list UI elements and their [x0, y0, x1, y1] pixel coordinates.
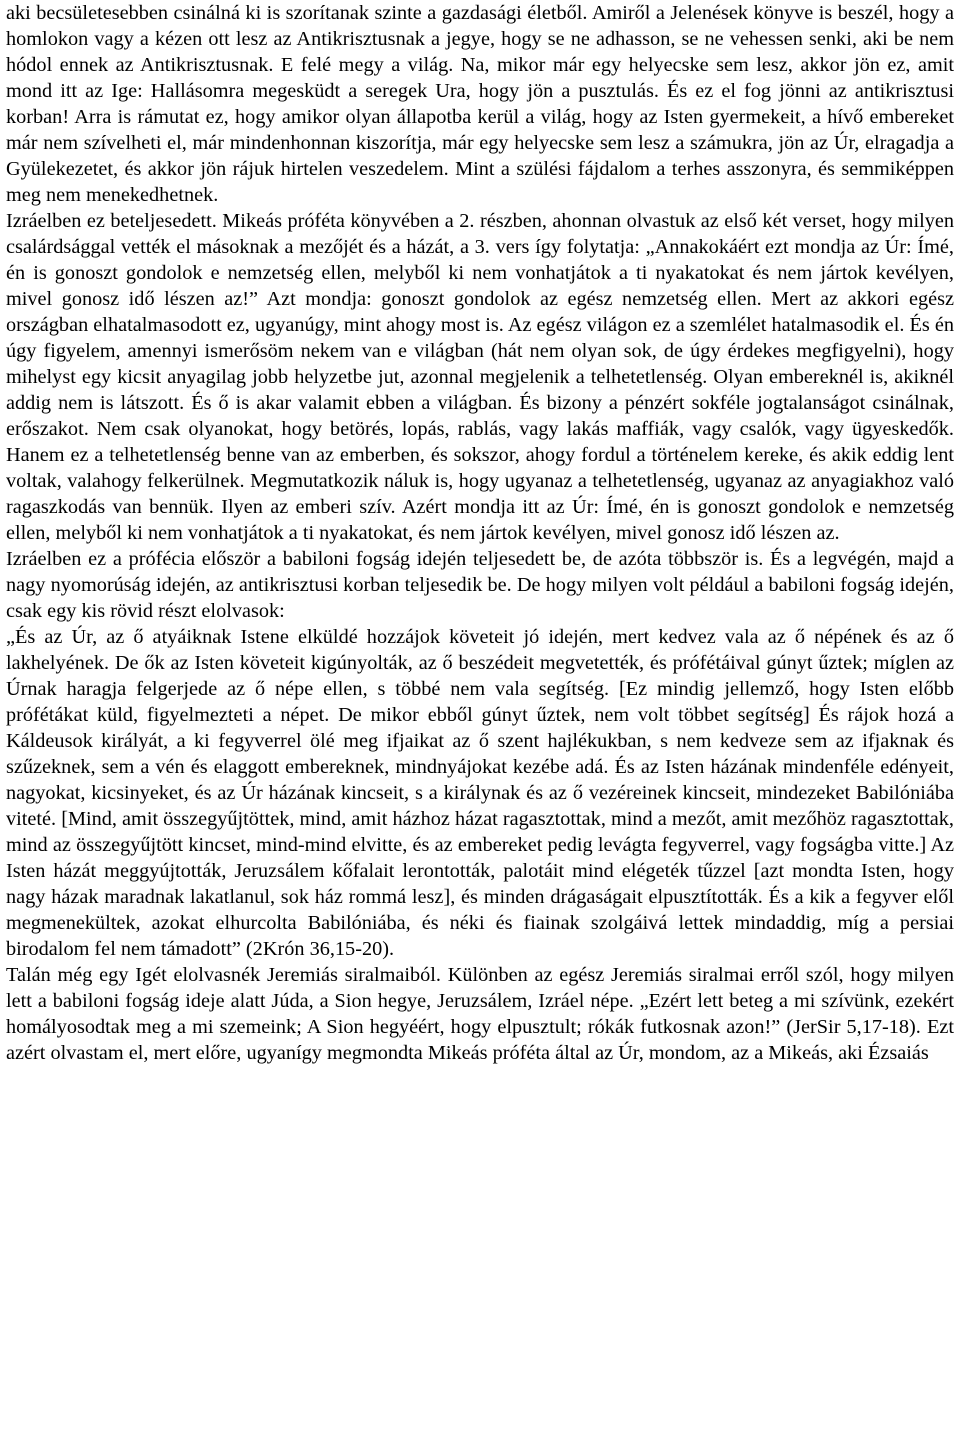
document-page — [6, 0, 954, 1448]
paragraph-chronicles-quote: „És az Úr, az ő atyáiknak Istene elküldé hozzájok követeit jó idején, mert kedvez vala az ő népének és az ő lakhelyének. De ők az Isten követeit kigúnyolták, az ő beszédeit megvetették, és prófétáival gúnyt űztek; míglen az Úrnak haragja felgerjede az ő népe ellen, s többé nem vala segítség. [Ez mindig jellemző, hogy Isten előbb prófétákat küld, figyelmezteti a népet. De mikor ebből gúnyt űztek, nem volt többet segítség] És rájok hozá a Káldeusok királyát, a ki fegyverrel ölé meg ifjaikat az ő szent hajlékukban, s nem kedveze sem az ifjaknak és szűzeknek, sem a vén és elaggott embereknek, mindnyájokat kezébe adá. És az Isten házának mindenféle edényeit, nagyokat, kicsinyeket, és az Úr házának kincseit, s a királynak és az ő vezéreinek kincseit, mindezeket Babilóniába viteté. [Mind, amit összegyűjtöttek, mind, amit házhoz házat ragasztottak, mind a mezőt, amit mezőhöz ragasztottak, mind az összegyűjtött kincset, mind-mind elvitte, és az embereket pedig levágta fegyverrel, vagy fogságba vitte.] Az Isten házát meggyújtották, Jeruzsálem kőfalait lerontották, palotáit mind elégeték tűzzel [azt mondta Isten, hogy nagy házak maradnak lakatlanul, sok ház rommá lesz], és minden drágaságait elpusztították. És a kik a fegyver elől megmenekültek, azokat elhurcolta Babilóniába, és néki és fiainak szolgáivá lettek mindaddig, míg a persiai birodalom fel nem támadott” (2Krón 36,15-20). — [6, 626, 954, 960]
paragraph-antichrist-era: aki becsületesebben csinálná ki is szorítanak szinte a gazdasági életből. Amiről a Jelenések könyve is beszél, hogy a homlokon vagy a kézen ott lesz az Antikrisztusnak a jegye, hogy se ne adhasson, se ne vehessen senki, aki be nem hódol ennek az Antikrisztusnak. E felé megy a világ. Na, mikor már egy helyecske sem lesz, akkor jön ez, amit mond itt az Ige: Hallásomra megesküdt a seregek Ura, hogy jön a pusztulás. És ez el fog jönni az antikrisztusi korban! Arra is rámutat ez, hogy amikor olyan állapotba kerül a világ, hogy az Isten gyermekeit, a hívő embereket már nem szívelheti el, már mindenhonnan kiszorítja, már egy helyecske sem lesz a számukra, jön az Úr, elragadja a Gyülekezetet, és akkor jön rájuk hirtelen veszedelem. Mint a szülési fájdalom a terhes asszonyra, és semmiképpen meg nem menekedhetnek. — [6, 2, 954, 206]
paragraph-lamentations: Talán még egy Igét elolvasnék Jeremiás siralmaiból. Különben az egész Jeremiás siralmai erről szól, hogy milyen lett a babiloni fogság ideje alatt Júda, a Sion hegye, Jeruzsálem, Izráel népe. „Ezért lett beteg a mi szívünk, ezekért homályosodtak meg a mi szemeink; A Sion hegyéért, hogy elpusztult; rókák futkosnak azon!” (JerSir 5,17-18). Ezt azért olvastam el, mert előre, ugyanígy megmondta Mikeás próféta által az Úr, mondom, az a Mikeás, aki Ézsaiás — [6, 964, 954, 1064]
paragraph-babylonian-captivity: Izráelben ez a prófécia először a babiloni fogság idején teljesedett be, de azóta többször is. És a legvégén, majd a nagy nyomorúság idején, az antikrisztusi korban teljesedik be. De hogy milyen volt például a babiloni fogság idején, csak egy kis rövid részt elolvasok: — [6, 548, 954, 622]
paragraph-micah-prophecy: Izráelben ez beteljesedett. Mikeás próféta könyvében a 2. részben, ahonnan olvastuk az első két verset, hogy milyen csalárdsággal vették el másoknak a mezőjét és a házát, a 3. vers így folytatja: „Annakokáért ezt mondja az Úr: Ímé, én is gonoszt gondolok e nemzetség ellen, melyből ki nem vonhatjátok a ti nyakatokat és nem jártok kevélyen, mivel gonosz idő lészen az!” Azt mondja: gonoszt gondolok az egész nemzetség ellen. Mert az akkori egész országban elhatalmasodott ez, ugyanúgy, mint ahogy most is. Az egész világon ez a szemlélet hatalmasodik el. És én úgy figyelem, amennyi ismerősöm nekem van e világban (hát nem olyan sok, de úgy érdekes megfigyelni), hogy mihelyst egy kicsit anyagilag jobb helyzetbe jut, azonnal megjelenik a telhetetlenség. Olyan embereknél is, akiknél addig nem is látszott. És ő is akar valamit ebben a világban. És bizony a pénzért sokféle jogtalanságot csinálnak, erőszakot. Nem csak olyanokat, hogy betörés, lopás, rablás, vagy lakás maffiák, vagy csalók, vagy ügyeskedők. Hanem ez a telhetetlenség benne van az emberben, és sokszor, ahogy fordul a történelem kereke, és akik eddig lent voltak, valahogy felkerülnek. Megmutatkozik náluk is, hogy ugyanaz a telhetetlenség, ugyanaz az anyagiakhoz való ragaszkodás van bennük. Ilyen az emberi szív. Azért mondja itt az Úr: Ímé, én is gonoszt gondolok e nemzetség ellen, melyből ki nem vonhatjátok a ti nyakatokat, és nem jártok kevélyen, mivel gonosz idő lészen az. — [6, 210, 954, 544]
